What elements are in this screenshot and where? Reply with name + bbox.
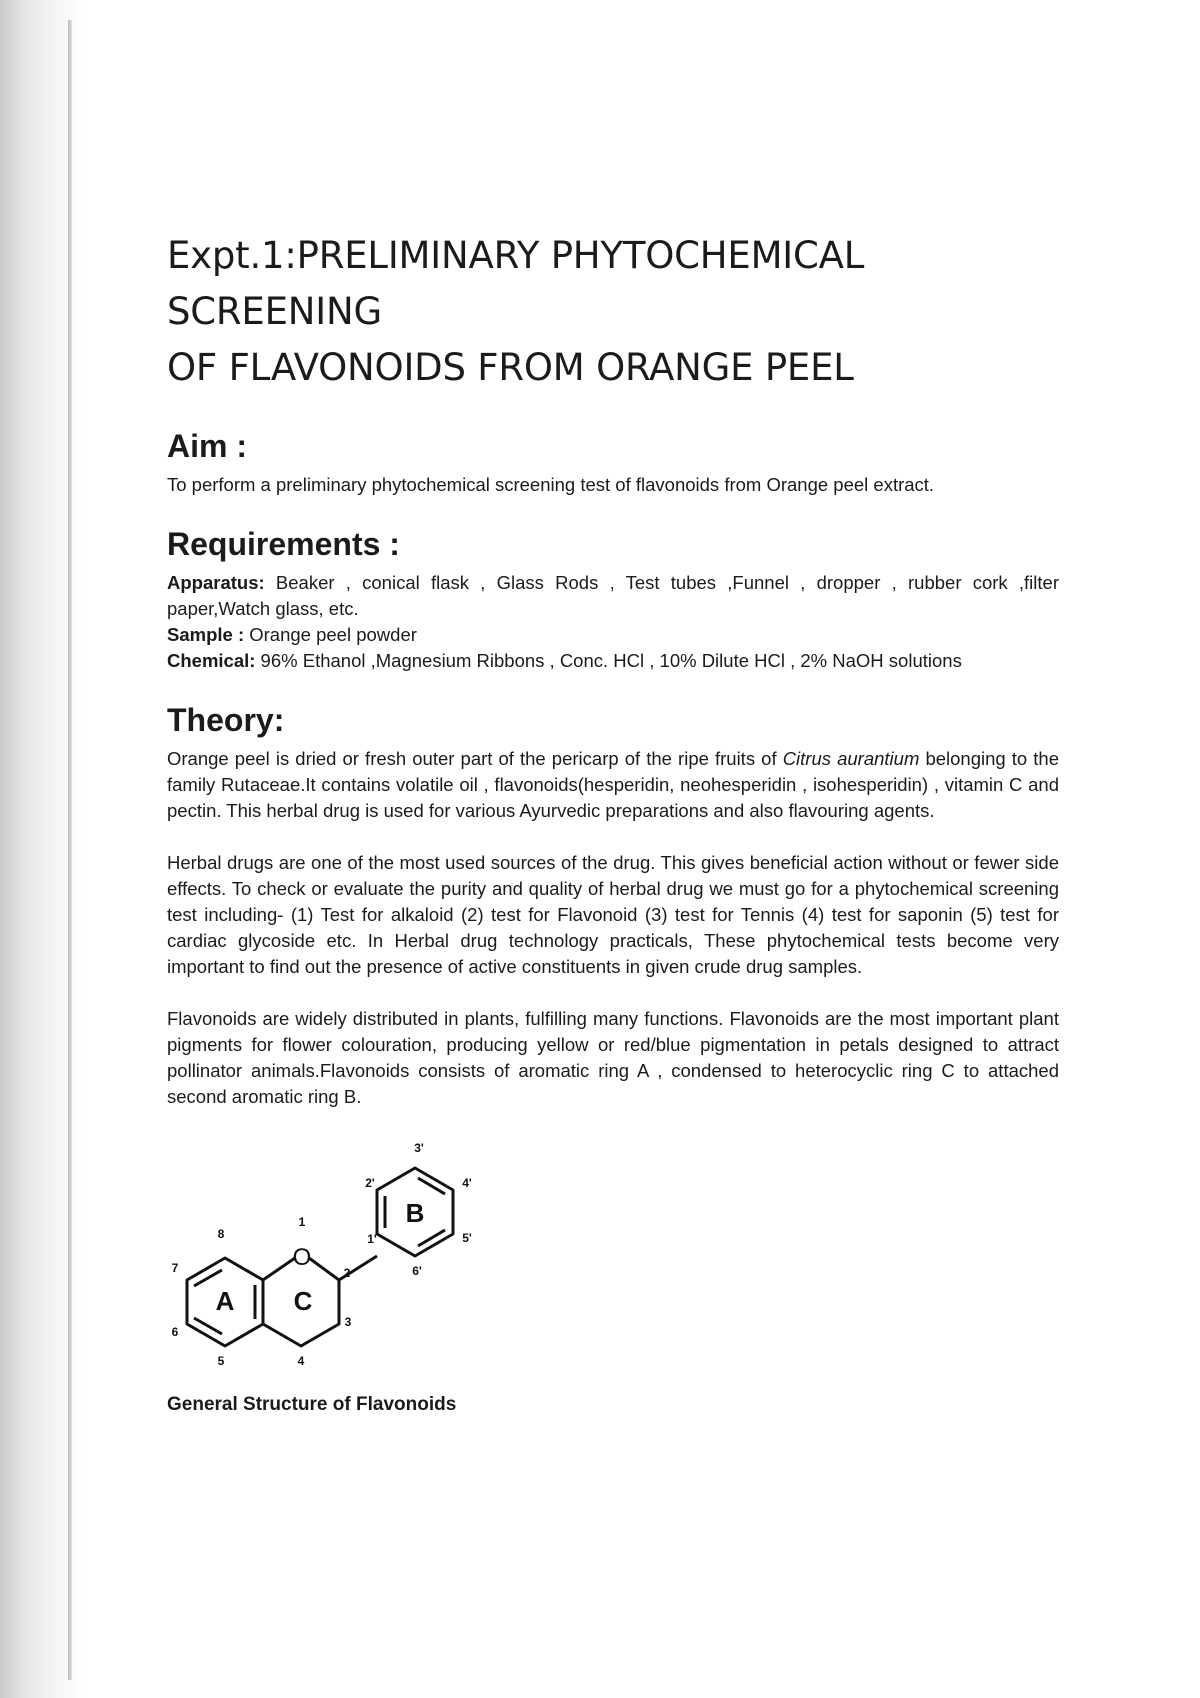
position-1-label: 1 xyxy=(298,1215,306,1229)
page-binding-shadow xyxy=(0,0,90,1698)
theory-p1-after: belonging to the family Rutaceae.It contains volatile oil , flavonoids(hesperidin, neohesperidin , isohesperidin) , vitamin C and pectin. This herbal drug is used for various Ayurvedic preparations and also flavouring agents. xyxy=(167,748,1060,821)
position-3-label: 3 xyxy=(344,1315,352,1329)
ring-c-label: C xyxy=(293,1286,313,1316)
ring-b-label: B xyxy=(405,1198,425,1228)
theory-heading: Theory: xyxy=(167,702,285,738)
theory-paragraph-2: Herbal drugs are one of the most used sources of the drug. This gives beneficial action without or fewer side effects. To check or evaluate the purity and quality of herbal drug we must go for a phytochemical screening test including- (1) Test for alkaloid (2) test for Flavonoid (3) test for Tennis (4) test for saponin (5) test for cardiac glycoside etc. In Herbal drug technology practicals, These phytochemical tests become very important to find out the presence of active constituents in given crude drug samples. xyxy=(167,852,1059,977)
sample-label: Sample : xyxy=(167,624,245,645)
sample-text: Orange peel powder xyxy=(244,624,417,645)
position-4-label: 4 xyxy=(297,1354,305,1368)
apparatus-text: Beaker , conical flask , Glass Rods , Test tubes ,Funnel , dropper , rubber cork ,filter paper,Watch glass, etc. xyxy=(167,572,1059,619)
page-title xyxy=(167,228,1059,396)
theory-section xyxy=(167,700,1059,1110)
chemical-line xyxy=(167,648,1059,674)
ring-b-double-bond-3 xyxy=(418,1230,445,1246)
position-6-label: 6 xyxy=(171,1325,179,1339)
page-edge xyxy=(68,20,72,1680)
flavonoid-structure-diagram xyxy=(167,1140,527,1390)
species-name: Citrus aurantium xyxy=(782,748,920,769)
requirements-section xyxy=(167,524,1059,674)
ring-a-label: A xyxy=(215,1286,235,1316)
position-5-label: 5 xyxy=(217,1354,225,1368)
theory-paragraph-1 xyxy=(167,746,1059,824)
position-8-label: 8 xyxy=(217,1227,225,1241)
position-5prime-label: 5' xyxy=(462,1231,472,1245)
position-2prime-label: 2' xyxy=(365,1176,375,1190)
aim-text: To perform a preliminary phytochemical screening test of flavonoids from Orange peel extract. xyxy=(167,474,935,495)
chemical-text: 96% Ethanol ,Magnesium Ribbons , Conc. HCl , 10% Dilute HCl , 2% NaOH solutions xyxy=(255,650,962,671)
bond-8a-o1 xyxy=(263,1258,295,1280)
theory-p1-before: Orange peel is dried or fresh outer part of the pericarp of the ripe fruits of xyxy=(167,748,783,769)
aim-section xyxy=(167,426,1059,498)
title-line-1: Expt.1:PRELIMINARY PHYTOCHEMICAL SCREENING xyxy=(167,234,865,333)
title-line-2: OF FLAVONOIDS FROM ORANGE PEEL xyxy=(167,346,854,389)
position-1prime-label: 1' xyxy=(367,1232,377,1246)
position-4prime-label: 4' xyxy=(462,1176,472,1190)
document-content xyxy=(167,228,1059,1416)
chemical-label: Chemical: xyxy=(167,650,256,671)
position-3prime-label: 3' xyxy=(414,1141,424,1155)
apparatus-line xyxy=(167,570,1059,622)
theory-paragraph-3: Flavonoids are widely distributed in plants, fulfilling many functions. Flavonoids are the most important plant pigments for flower colouration, producing yellow or red/blue pigmentation in petals designed to attract pollinator animals.Flavonoids consists of aromatic ring A , condensed to heterocyclic ring C to attached second aromatic ring B. xyxy=(167,1008,1059,1107)
requirements-heading: Requirements : xyxy=(167,526,400,562)
position-6prime-label: 6' xyxy=(412,1264,422,1278)
apparatus-label: Apparatus: xyxy=(167,572,265,593)
sample-line xyxy=(167,622,1059,648)
position-7-label: 7 xyxy=(171,1261,179,1275)
aim-heading: Aim : xyxy=(167,428,247,464)
position-2-label: 2 xyxy=(343,1266,351,1280)
ring-b-double-bond-2 xyxy=(418,1178,445,1194)
oxygen-atom-label: O xyxy=(292,1244,312,1271)
figure-caption: General Structure of Flavonoids xyxy=(167,1394,457,1415)
flavonoid-structure-figure xyxy=(167,1140,527,1416)
